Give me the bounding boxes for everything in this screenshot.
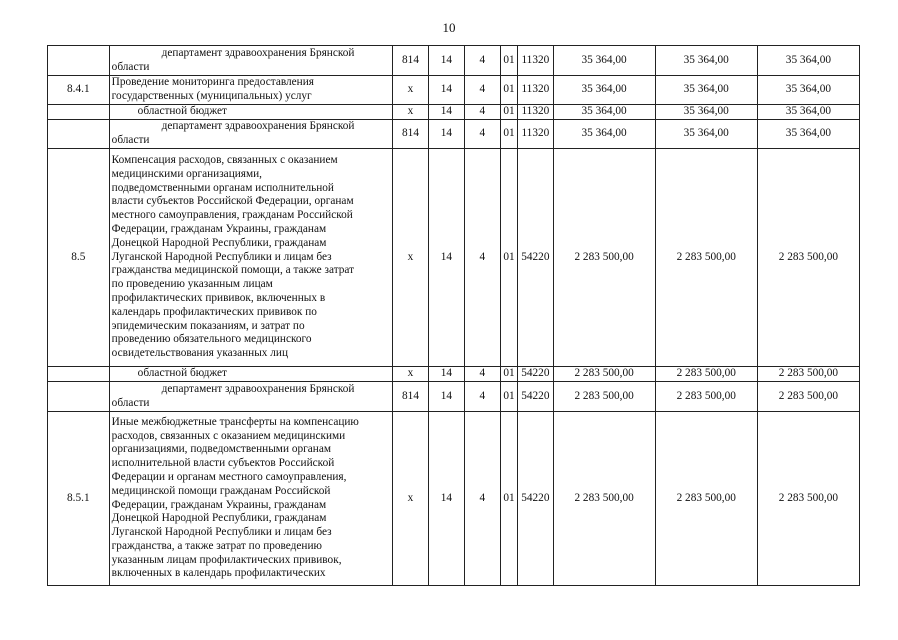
amount-cell-3: 35 364,00 (757, 46, 859, 76)
description-line: департамент здравоохранения Брянской (161, 46, 355, 59)
code-cell-5: 11320 (518, 105, 553, 120)
code-cell-1: х (392, 367, 428, 382)
code-cell-4: 01 (500, 412, 517, 586)
code-cell-4: 01 (500, 149, 517, 367)
code-cell-2: 14 (429, 46, 464, 76)
amount-cell-1: 2 283 500,00 (553, 412, 655, 586)
code-cell-1: х (392, 149, 428, 367)
code-cell-2: 14 (429, 367, 464, 382)
amount-cell-3: 35 364,00 (757, 105, 859, 120)
description-line: областной бюджет (137, 105, 227, 118)
code-cell-2: 14 (429, 105, 464, 120)
budget-table (47, 45, 860, 586)
code-cell-4: 01 (500, 382, 517, 412)
description-cell (109, 120, 392, 149)
code-cell-5: 54220 (518, 412, 553, 586)
amount-cell-1: 35 364,00 (553, 76, 655, 105)
code-cell-1: х (392, 105, 428, 120)
code-cell-1: 814 (392, 382, 428, 412)
row-number-cell (48, 367, 110, 382)
description-line: медицинскими организациями, (111, 167, 263, 180)
description-cell (109, 382, 392, 412)
amount-cell-1: 2 283 500,00 (553, 149, 655, 367)
description-cell (109, 105, 392, 120)
row-number-cell: 8.4.1 (48, 76, 110, 105)
amount-cell-3: 35 364,00 (757, 76, 859, 105)
table-row (48, 105, 860, 120)
description-line: Проведение мониторинга предоставления (111, 76, 314, 89)
table-row (48, 46, 860, 76)
description-line: власти субъектов Российской Федерации, органам (111, 195, 354, 208)
amount-cell-1: 35 364,00 (553, 46, 655, 76)
description-line: по проведению указанным лицам (111, 278, 273, 291)
description-line: Иные межбюджетные трансферты на компенсацию (111, 415, 359, 428)
amount-cell-1: 2 283 500,00 (553, 367, 655, 382)
code-cell-4: 01 (500, 120, 517, 149)
code-cell-2: 14 (429, 120, 464, 149)
description-cell (109, 46, 392, 76)
code-cell-4: 01 (500, 367, 517, 382)
description-cell (109, 149, 392, 367)
amount-cell-3: 2 283 500,00 (757, 382, 859, 412)
table-row (48, 412, 860, 586)
table-body (48, 46, 860, 586)
row-number-cell: 8.5.1 (48, 412, 110, 586)
description-line: проведению обязательного медицинского (111, 333, 312, 346)
code-cell-4: 01 (500, 76, 517, 105)
table-row (48, 149, 860, 367)
table-row (48, 367, 860, 382)
code-cell-2: 14 (429, 412, 464, 586)
code-cell-5: 11320 (518, 76, 553, 105)
amount-cell-2: 35 364,00 (655, 46, 757, 76)
amount-cell-2: 35 364,00 (655, 76, 757, 105)
row-number-cell (48, 105, 110, 120)
description-line: Луганской Народной Республики и лицам без (111, 250, 332, 263)
description-line: государственных (муниципальных) услуг (111, 90, 312, 102)
row-number-cell (48, 382, 110, 412)
table-row (48, 76, 860, 105)
code-cell-3: 4 (464, 105, 500, 120)
page-number: 10 (442, 20, 456, 35)
amount-cell-2: 2 283 500,00 (655, 412, 757, 586)
description-line: организациями, подведомственными органам (111, 443, 331, 456)
description-line: области (111, 134, 150, 146)
description-line: области (111, 60, 150, 73)
description-line: Луганской Народной Республики и лицам без (111, 526, 332, 539)
description-line: эпидемическим показаниям, и затрат по (111, 319, 305, 332)
code-cell-3: 4 (464, 412, 500, 586)
description-line: Федерации, гражданам Украины, гражданам (111, 223, 327, 235)
description-line: гражданства, а также затрат по проведению (111, 539, 322, 552)
description-line: области (111, 396, 150, 409)
row-number-cell: 8.5 (48, 149, 110, 367)
table-row (48, 382, 860, 412)
description-line: Донецкой Народной Республики, гражданам (111, 236, 327, 249)
description-line: департамент здравоохранения Брянской (161, 120, 355, 133)
description-line: освидетельствования указанных лиц (111, 347, 289, 360)
amount-cell-3: 35 364,00 (757, 120, 859, 149)
amount-cell-3: 2 283 500,00 (757, 367, 859, 382)
code-cell-5: 11320 (518, 46, 553, 76)
code-cell-3: 4 (464, 76, 500, 105)
description-line: департамент здравоохранения Брянской (161, 382, 355, 395)
code-cell-3: 4 (464, 149, 500, 367)
code-cell-4: 01 (500, 46, 517, 76)
code-cell-4: 01 (500, 105, 517, 120)
code-cell-2: 14 (429, 76, 464, 105)
code-cell-3: 4 (464, 120, 500, 149)
code-cell-5: 11320 (518, 120, 553, 149)
code-cell-3: 4 (464, 382, 500, 412)
amount-cell-2: 35 364,00 (655, 120, 757, 149)
code-cell-1: 814 (392, 120, 428, 149)
description-line: областной бюджет (137, 367, 227, 380)
amount-cell-2: 2 283 500,00 (655, 367, 757, 382)
code-cell-3: 4 (464, 46, 500, 76)
amount-cell-2: 2 283 500,00 (655, 149, 757, 367)
amount-cell-2: 2 283 500,00 (655, 382, 757, 412)
table-row (48, 120, 860, 149)
amount-cell-3: 2 283 500,00 (757, 149, 859, 367)
code-cell-1: х (392, 76, 428, 105)
description-line: исполнительной власти субъектов Российской (111, 457, 335, 470)
amount-cell-1: 35 364,00 (553, 120, 655, 149)
code-cell-5: 54220 (518, 367, 553, 382)
code-cell-2: 14 (429, 149, 464, 367)
code-cell-3: 4 (464, 367, 500, 382)
description-line: календарь профилактических прививок по (111, 305, 317, 318)
code-cell-5: 54220 (518, 149, 553, 367)
row-number-cell (48, 46, 110, 76)
amount-cell-2: 35 364,00 (655, 105, 757, 120)
description-cell (109, 367, 392, 382)
amount-cell-1: 2 283 500,00 (553, 382, 655, 412)
code-cell-1: х (392, 412, 428, 586)
description-line: включенных в календарь профилактических (111, 567, 326, 580)
description-line: местного самоуправления, гражданам Российской (111, 209, 353, 222)
description-line: медицинской помощи гражданам Российской (111, 484, 331, 497)
description-line: подведомственными органам исполнительной (111, 181, 334, 194)
row-number-cell (48, 120, 110, 149)
description-line: Федерации и органам местного самоуправления, (111, 470, 347, 483)
code-cell-2: 14 (429, 382, 464, 412)
amount-cell-3: 2 283 500,00 (757, 412, 859, 586)
description-line: гражданства медицинской помощи, а также затрат (111, 264, 355, 277)
description-cell (109, 412, 392, 586)
description-line: расходов, связанных с оказанием медицинскими (111, 429, 346, 442)
code-cell-1: 814 (392, 46, 428, 76)
description-line: Донецкой Народной Республики, гражданам (111, 512, 327, 525)
code-cell-5: 54220 (518, 382, 553, 412)
description-line: профилактических прививок, включенных в (111, 291, 326, 304)
amount-cell-1: 35 364,00 (553, 105, 655, 120)
description-line: указанным лицам профилактических прививок, (111, 553, 342, 566)
description-cell (109, 76, 392, 105)
description-line: Компенсация расходов, связанных с оказанием (111, 154, 338, 167)
description-line: Федерации, гражданам Украины, гражданам (111, 498, 327, 511)
